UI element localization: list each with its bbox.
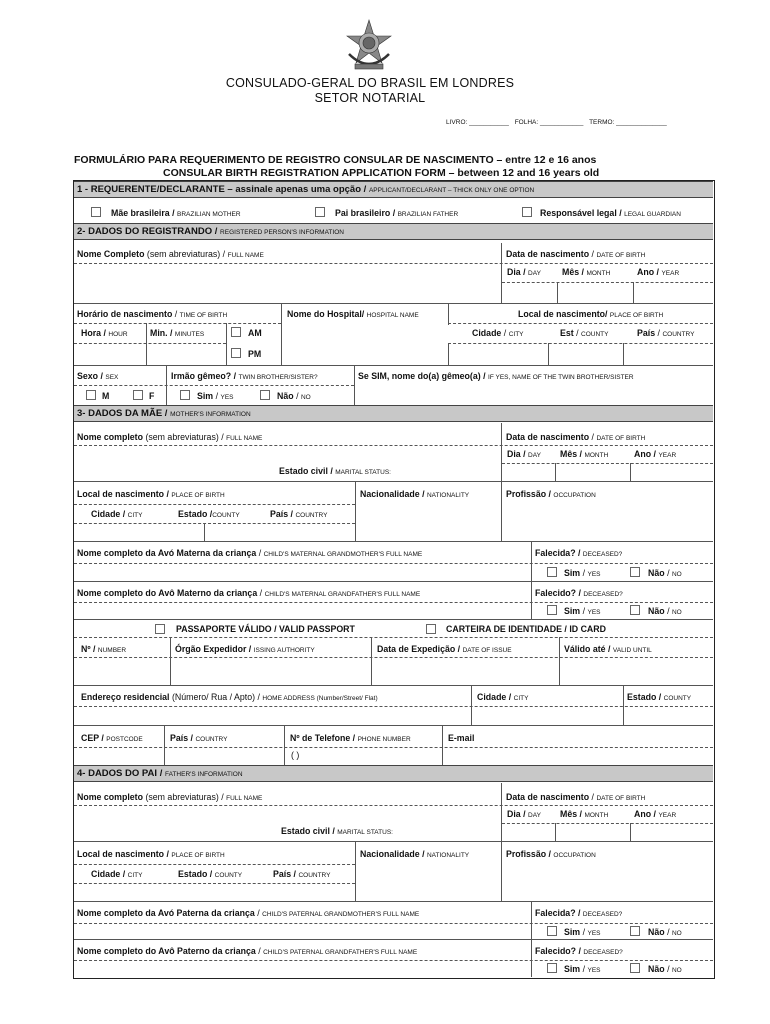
section-3-header: 3- DADOS DA MÃE / MOTHER'S INFORMATION xyxy=(74,405,713,422)
avo-materno-label: Nome completo do Avô Materno da criança / CHILD'S MATERNAL GRANDFATHER'S FULL NAME xyxy=(77,588,421,598)
pai-brasileiro-checkbox[interactable] xyxy=(315,207,325,217)
endereco-estado-label: Estado / COUNTY xyxy=(627,692,692,702)
livro-field: LIVRO: ___________ xyxy=(446,119,509,126)
folha-field: FOLHA: ____________ xyxy=(514,119,584,126)
mae-estado-label: Estado /COUNTY xyxy=(178,509,240,519)
sexo-m-checkbox[interactable] xyxy=(86,390,96,400)
cep-label: CEP / POSTCODE xyxy=(81,733,143,743)
registrando-local-label: Local de nascimento/ PLACE OF BIRTH xyxy=(518,309,664,319)
pai-profissao-label: Profissão / OCCUPATION xyxy=(506,849,596,859)
registrando-mes-label: Mês / MONTH xyxy=(562,267,611,277)
pais-label: País / COUNTRY xyxy=(637,328,695,338)
pai-mes-label: Mês / MONTH xyxy=(560,809,609,819)
mae-mes-label: Mês / MONTH xyxy=(560,449,609,459)
pai-dia-label: Dia / DAY xyxy=(507,809,541,819)
mae-cidade-label: Cidade / CITY xyxy=(91,509,143,519)
avo-paterna-label: Nome completo da Avó Paterna da criança / CHILD'S PATERNAL GRANDMOTHER'S FULL NAME xyxy=(77,908,420,918)
avo-materno-nao-checkbox[interactable] xyxy=(630,605,640,615)
carteira-identidade-checkbox[interactable] xyxy=(426,624,436,634)
telefone-label: Nº de Telefone / PHONE NUMBER xyxy=(290,733,411,743)
avo-paterno-falecido-label: Falecido? / DECEASED? xyxy=(535,946,623,956)
avo-paterna-nao-label: Não / NO xyxy=(648,927,682,937)
nome-gemeo-label: Se SIM, nome do(a) gêmeo(a) / IF YES, NAME OF THE TWIN BROTHER/SISTER xyxy=(358,371,634,381)
hora-label: Hora / HOUR xyxy=(81,328,128,338)
sexo-m-label: M xyxy=(102,391,110,401)
estado-label: Est / COUNTY xyxy=(560,328,609,338)
pai-local-label: Local de nascimento / PLACE OF BIRTH xyxy=(77,849,225,859)
brazil-coat-of-arms-icon xyxy=(341,18,397,74)
responsavel-legal-checkbox[interactable] xyxy=(522,207,532,217)
avo-paterno-nao-checkbox[interactable] xyxy=(630,963,640,973)
pai-estado-label: Estado / COUNTY xyxy=(178,869,243,879)
avo-paterno-nao-label: Não / NO xyxy=(648,964,682,974)
avo-paterno-sim-checkbox[interactable] xyxy=(547,963,557,973)
minutos-label: Min. / MINUTES xyxy=(150,328,205,338)
avo-materna-sim-checkbox[interactable] xyxy=(547,567,557,577)
mae-local-label: Local de nascimento / PLACE OF BIRTH xyxy=(77,489,225,499)
pai-dn-label: Data de nascimento / DATE OF BIRTH xyxy=(506,792,646,802)
mae-estado-civil-label: Estado civil / MARITAL STATUS: xyxy=(279,466,391,476)
avo-materno-falecido-label: Falecido? / DECEASED? xyxy=(535,588,623,598)
sexo-label: Sexo / SEX xyxy=(77,371,119,381)
registrando-nome-label: Nome Completo (sem abreviaturas) / FULL NAME xyxy=(77,249,264,259)
mae-nome-label: Nome completo (sem abreviaturas) / FULL NAME xyxy=(77,432,263,442)
email-label: E-mail xyxy=(448,733,475,743)
registrando-ano-label: Ano / YEAR xyxy=(637,267,680,277)
am-checkbox[interactable] xyxy=(231,327,241,337)
endereco-label: Endereço residencial (Número/ Rua / Apto) / HOME ADDRESS (Number/Street/ Flat) xyxy=(81,692,378,702)
pai-estado-civil-label: Estado civil / MARITAL STATUS: xyxy=(281,826,393,836)
mae-pais-label: País / COUNTRY xyxy=(270,509,328,519)
avo-materno-sim-label: Sim / YES xyxy=(564,606,601,616)
gemeo-nao-label: Não / NO xyxy=(277,391,311,401)
passaporte-label: PASSAPORTE VÁLIDO / VALID PASSPORT xyxy=(176,624,355,634)
mae-ano-label: Ano / YEAR xyxy=(634,449,677,459)
gemeo-sim-checkbox[interactable] xyxy=(180,390,190,400)
horario-label: Horário de nascimento / TIME OF BIRTH xyxy=(77,309,228,319)
pai-brasileiro-label: Pai brasileiro / BRAZILIAN FATHER xyxy=(335,208,459,218)
section-2-header: 2- DADOS DO REGISTRANDO / REGISTERED PERSON'S INFORMATION xyxy=(74,223,713,240)
phone-area-code: ( ) xyxy=(291,750,300,760)
gemeo-label: Irmão gêmeo? / TWIN BROTHER/SISTER? xyxy=(171,371,318,381)
form-title-pt: FORMULÁRIO PARA REQUERIMENTO DE REGISTRO CONSULAR DE NASCIMENTO – entre 12 e 16 anos xyxy=(74,154,597,166)
endereco-cidade-label: Cidade / CITY xyxy=(477,692,529,702)
form-title-en: CONSULAR BIRTH REGISTRATION APPLICATION FORM – between 12 and 16 years old xyxy=(163,167,600,179)
avo-paterna-sim-checkbox[interactable] xyxy=(547,926,557,936)
cidade-label: Cidade / CITY xyxy=(472,328,524,338)
data-expedicao-label: Data de Expedição / DATE OF ISSUE xyxy=(377,644,512,654)
mae-dia-label: Dia / DAY xyxy=(507,449,541,459)
hospital-label: Nome do Hospital/ HOSPITAL NAME xyxy=(287,309,419,319)
avo-materna-nao-label: Não / NO xyxy=(648,568,682,578)
section-1-header: 1 - REQUERENTE/DECLARANTE – assinale apenas uma opção / APPLICANT/DECLARANT – THICK ONLY ONE OPTION xyxy=(74,181,713,198)
avo-materno-nao-label: Não / NO xyxy=(648,606,682,616)
avo-paterna-falecida-label: Falecida? / DECEASED? xyxy=(535,908,623,918)
registration-form xyxy=(73,180,715,979)
registrando-dn-label: Data de nascimento / DATE OF BIRTH xyxy=(506,249,646,259)
pm-label: PM xyxy=(248,349,262,359)
avo-materna-sim-label: Sim / YES xyxy=(564,568,601,578)
mae-profissao-label: Profissão / OCCUPATION xyxy=(506,489,596,499)
avo-paterno-sim-label: Sim / YES xyxy=(564,964,601,974)
gemeo-sim-label: Sim / YES xyxy=(197,391,234,401)
carteira-identidade-label: CARTEIRA DE IDENTIDADE / ID CARD xyxy=(446,624,606,634)
avo-paterno-label: Nome completo do Avô Paterno da criança / CHILD'S PATERNAL GRANDFATHER'S FULL NAME xyxy=(77,946,418,956)
documento-numero-label: Nº / NUMBER xyxy=(81,644,127,654)
avo-materna-nao-checkbox[interactable] xyxy=(630,567,640,577)
sexo-f-label: F xyxy=(149,391,155,401)
valido-ate-label: Válido até / VALID UNTIL xyxy=(564,644,652,654)
registrando-dia-label: Dia / DAY xyxy=(507,267,541,277)
avo-materno-sim-checkbox[interactable] xyxy=(547,605,557,615)
avo-paterna-nao-checkbox[interactable] xyxy=(630,926,640,936)
pai-ano-label: Ano / YEAR xyxy=(634,809,677,819)
pai-nome-label: Nome completo (sem abreviaturas) / FULL NAME xyxy=(77,792,263,802)
termo-field: TERMO: ______________ xyxy=(589,119,667,126)
sexo-f-checkbox[interactable] xyxy=(133,390,143,400)
responsavel-legal-label: Responsável legal / LEGAL GUARDIAN xyxy=(540,208,681,218)
registry-book-fields xyxy=(446,119,671,126)
mae-nacionalidade-label: Nacionalidade / NATIONALITY xyxy=(360,489,470,499)
pai-pais-label: País / COUNTRY xyxy=(273,869,331,879)
passaporte-checkbox[interactable] xyxy=(155,624,165,634)
gemeo-nao-checkbox[interactable] xyxy=(260,390,270,400)
avo-materna-falecida-label: Falecida? / DECEASED? xyxy=(535,548,623,558)
mae-dn-label: Data de nascimento / DATE OF BIRTH xyxy=(506,432,646,442)
pai-nacionalidade-label: Nacionalidade / NATIONALITY xyxy=(360,849,470,859)
avo-paterna-sim-label: Sim / YES xyxy=(564,927,601,937)
section-4-header: 4- DADOS DO PAI / FATHER'S INFORMATION xyxy=(74,765,713,782)
pai-cidade-label: Cidade / CITY xyxy=(91,869,143,879)
pm-checkbox[interactable] xyxy=(231,348,241,358)
am-label: AM xyxy=(248,328,262,338)
avo-materna-label: Nome completo da Avó Materna da criança / CHILD'S MATERNAL GRANDMOTHER'S FULL NAME xyxy=(77,548,423,558)
orgao-expedidor-label: Órgão Expedidor / ISSING AUTHORITY xyxy=(175,644,315,654)
mae-brasileira-checkbox[interactable] xyxy=(91,207,101,217)
mae-brasileira-label: Mãe brasileira / BRAZILIAN MOTHER xyxy=(111,208,241,218)
consulate-name: CONSULADO-GERAL DO BRASIL EM LONDRES xyxy=(225,76,515,90)
endereco-pais-label: País / COUNTRY xyxy=(170,733,228,743)
department-name: SETOR NOTARIAL xyxy=(314,91,426,105)
